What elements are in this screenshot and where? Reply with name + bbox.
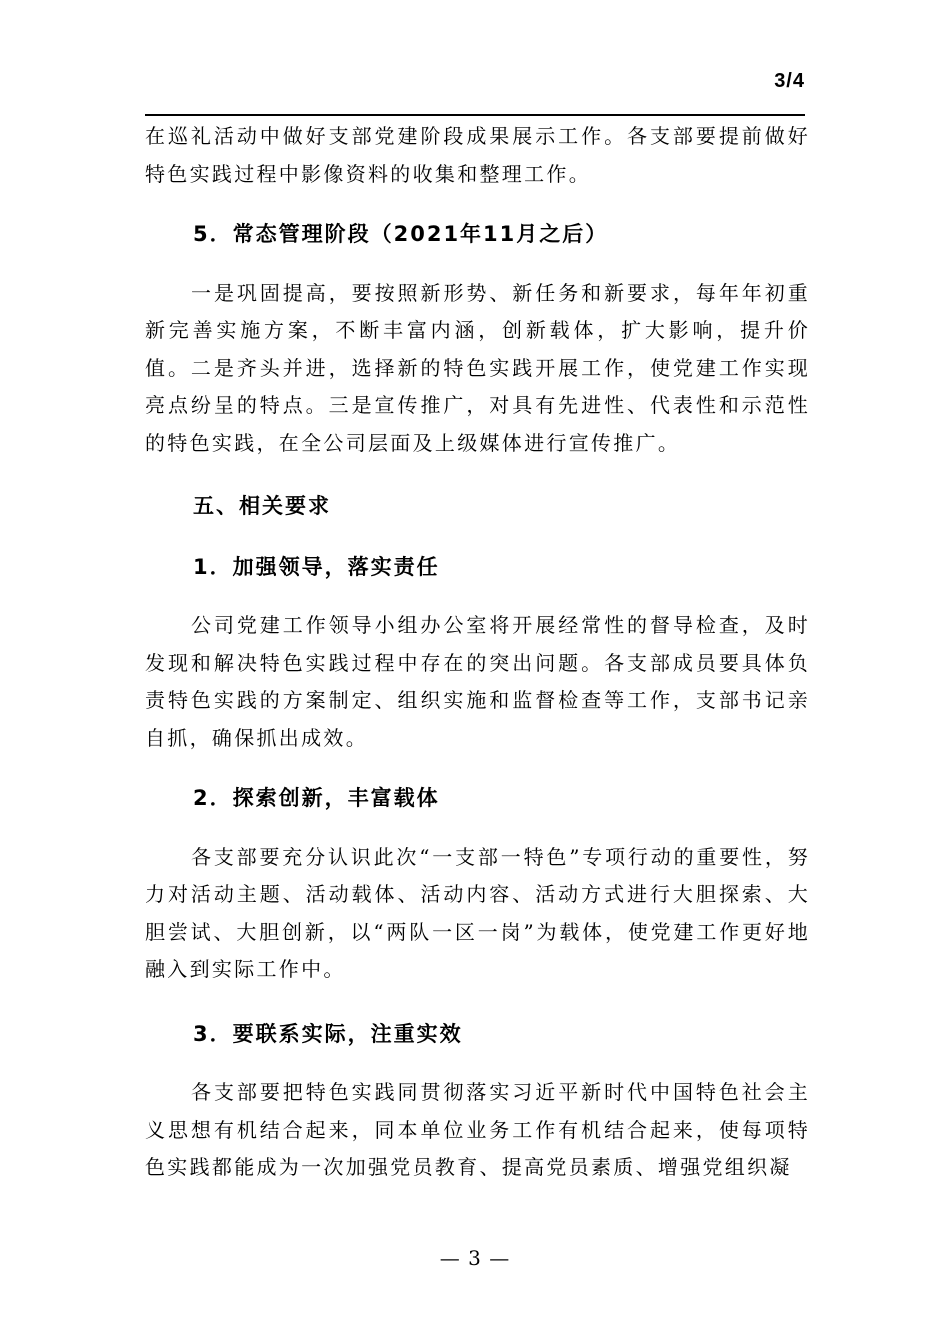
heading-stage5: 5．常态管理阶段（2021年11月之后） — [193, 222, 609, 246]
paragraph-stage5: 一是巩固提高，要按照新形势、新任务和新要求，每年年初重新完善实施方案，不断丰富内涵，创新载体，扩大影响，提升价值。二是齐头并进，选择新的特色实践开展工作，使党建工作实现亮点纷呈的特点。三是宣传推广，对具有先进性、代表性和示范性的特色实践，在全公司层面及上级媒体进行宣传推广。 — [145, 280, 810, 455]
heading-section5: 五、相关要求 — [193, 494, 331, 518]
paragraph-requirement-1: 公司党建工作领导小组办公室将开展经常性的督导检查，及时发现和解决特色实践过程中存在的突出问题。各支部成员要具体负责特色实践的方案制定、组织实施和监督检查等工作，支部书记亲自抓，确保抓出成效。 — [145, 613, 810, 750]
page-indicator: 3/4 — [774, 70, 805, 92]
header-rule — [145, 114, 805, 116]
heading-requirement-1: 1．加强领导，落实责任 — [193, 554, 440, 579]
page-number: — 3 — — [439, 1246, 511, 1270]
paragraph-requirement-3: 各支部要把特色实践同贯彻落实习近平新时代中国特色社会主义思想有机结合起来，同本单位业务工作有机结合起来，使每项特色实践都能成为一次加强党员教育、提高党员素质、增强党组织凝 — [145, 1080, 810, 1179]
heading-requirement-2: 2．探索创新，丰富载体 — [193, 786, 440, 810]
paragraph-requirement-2: 各支部要充分认识此次“一支部一特色”专项行动的重要性，努力对活动主题、活动载体、活动内容、活动方式进行大胆探索、大胆尝试、大胆创新，以“两队一区一岗”为载体，使党建工作更好地融入到实际工作中。 — [145, 844, 810, 981]
continuation-paragraph: 在巡礼活动中做好支部党建阶段成果展示工作。各支部要提前做好特色实践过程中影像资料的收集和整理工作。 — [145, 124, 810, 186]
document-body — [145, 118, 810, 1187]
heading-requirement-3: 3．要联系实际，注重实效 — [193, 1021, 463, 1046]
